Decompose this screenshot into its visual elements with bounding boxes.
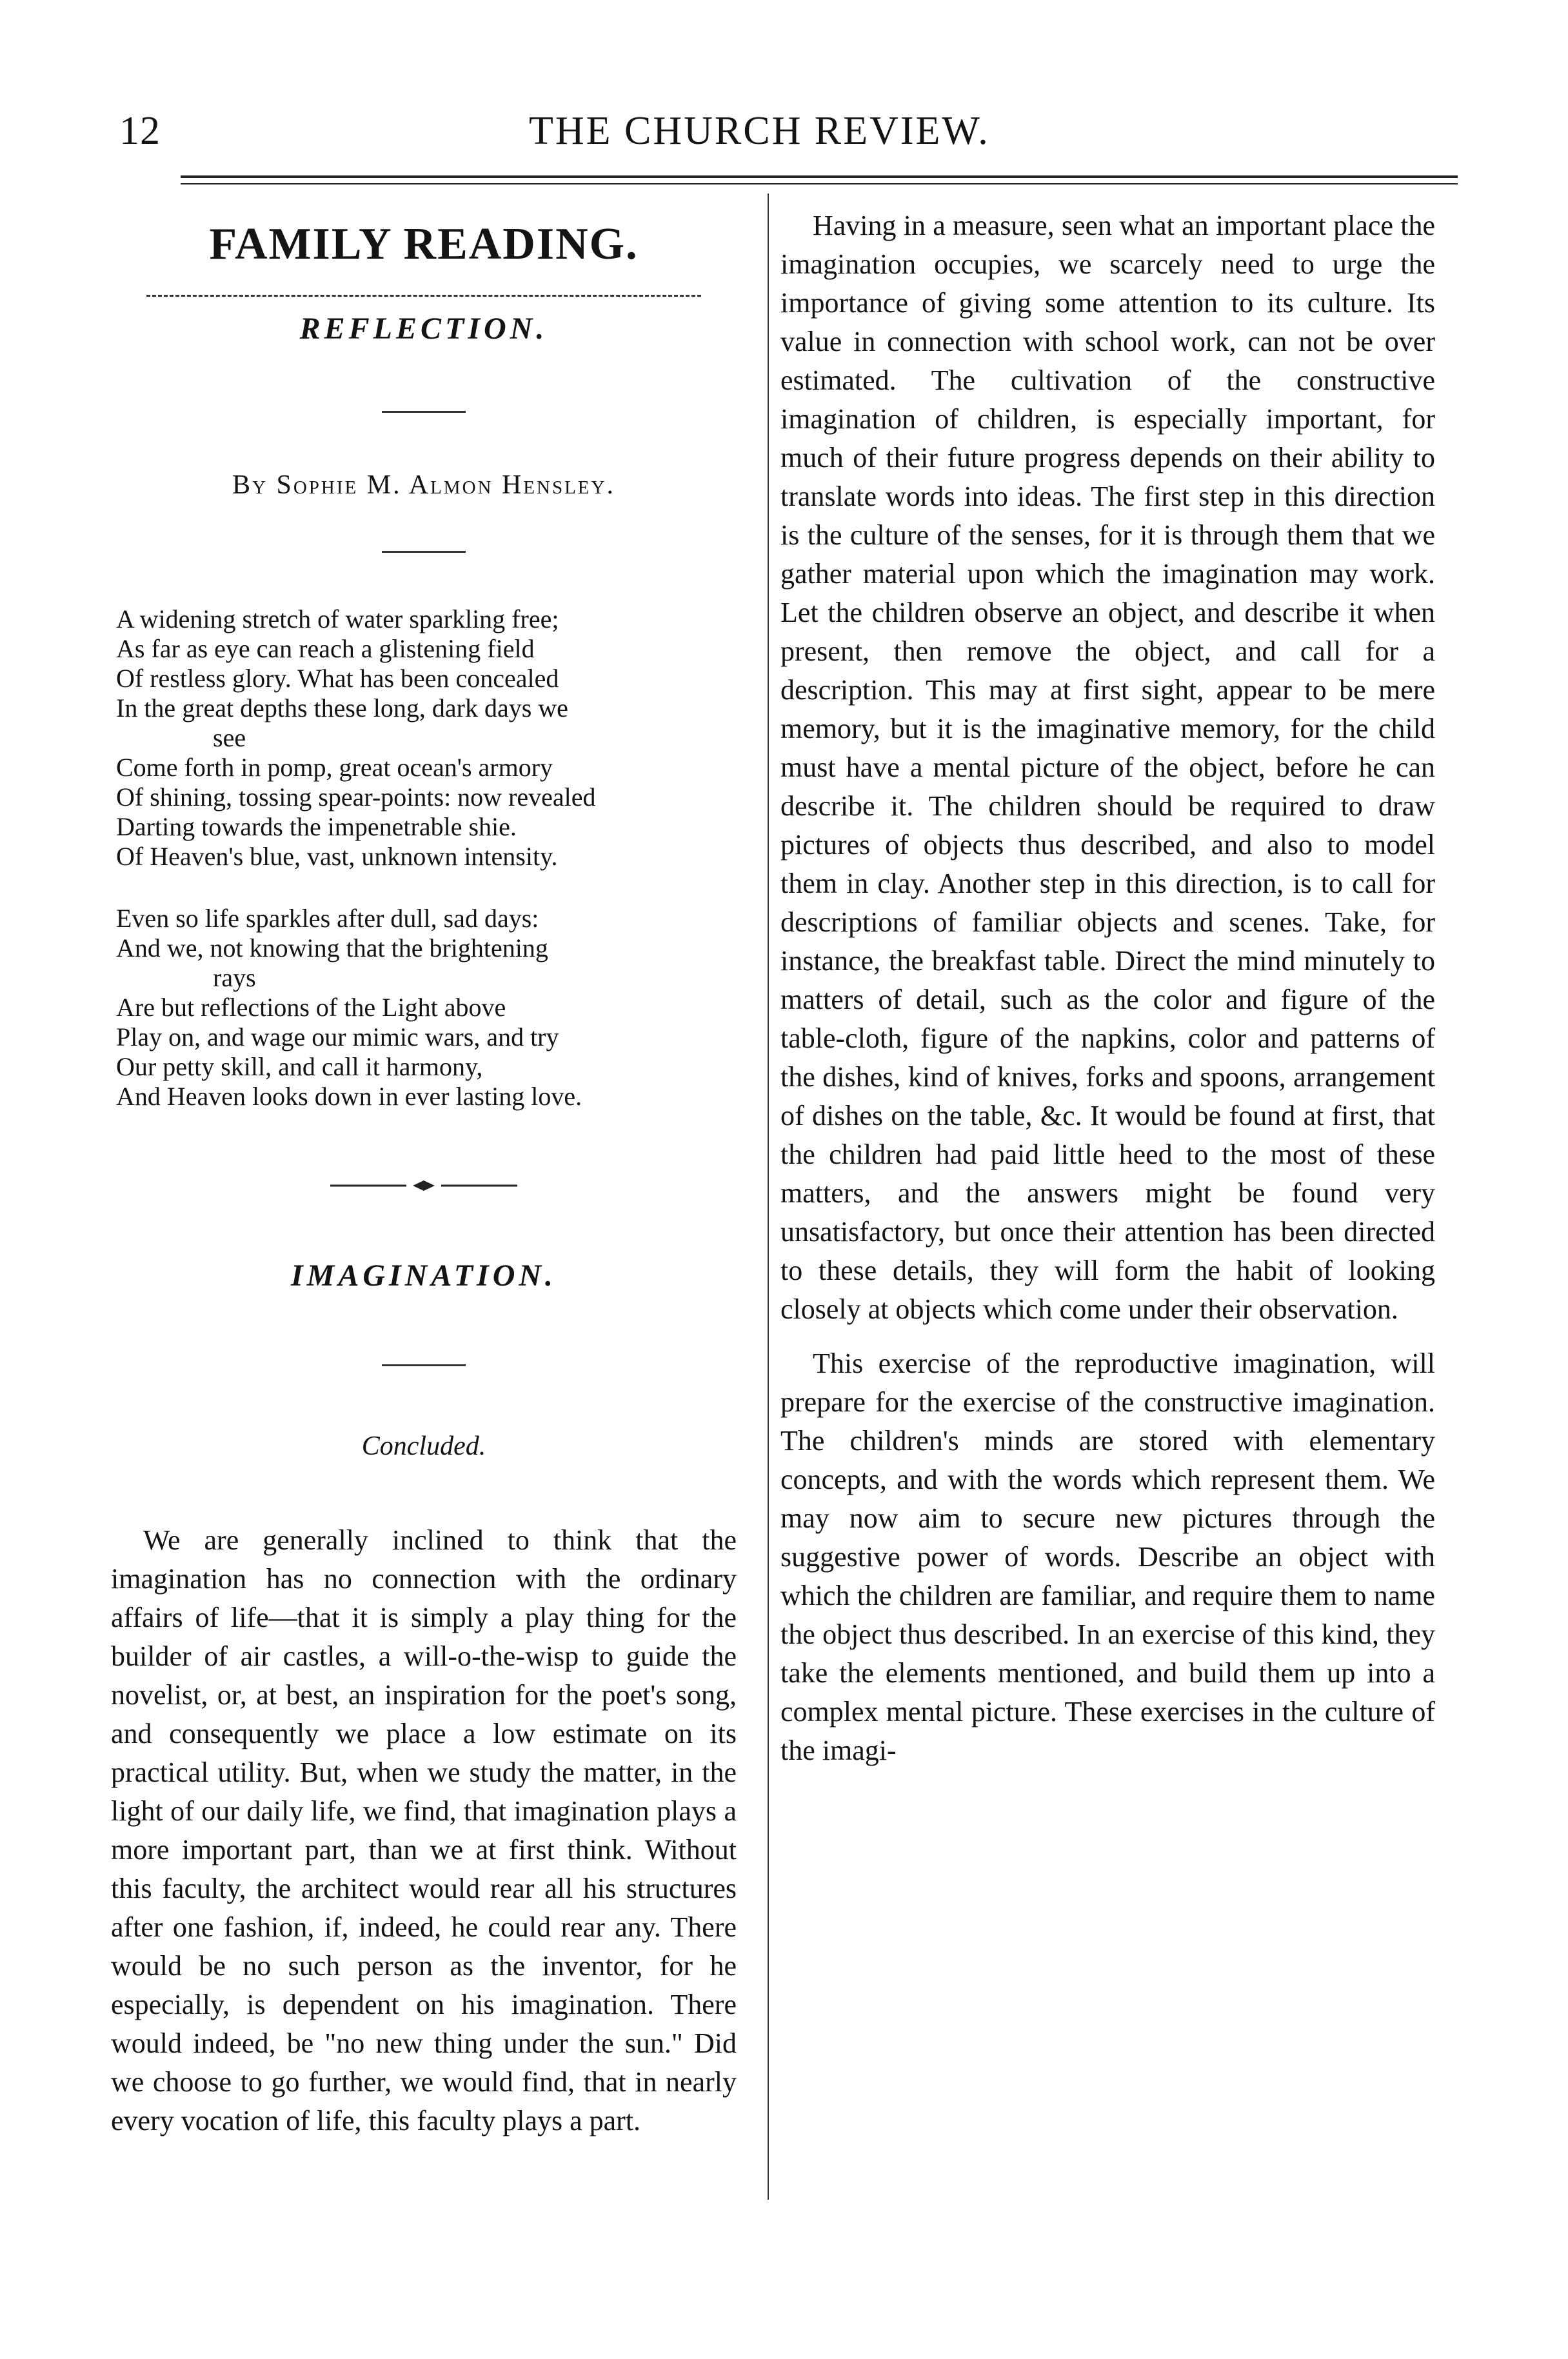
page-number: 12 [119, 109, 161, 153]
poem-line: see [213, 723, 246, 752]
poem-stanza-2 [111, 904, 737, 1111]
poem-byline: By Sophie M. Almon Hensley. [232, 470, 615, 500]
poem-line: A widening stretch of water sparkling free; [116, 604, 559, 633]
essay-paragraph-text: Having in a measure, seen what an important place the imagination occupies, we scarcely need to urge the importance of giving some attention to its culture. Its value in connection with school work, can not be over estimated. The cultivation of the constructive imagination of children, is especially important, for much of their future progress depends on their ability to translate words into ideas. The first step in this direction is the culture of the senses, for it is through them that we gather material upon which the imagination may work. Let the children observe an object, and describe it when present, then remove the object, and call for a description. This may at first sight, appear to be mere memory, but it is the imaginative memory, for the child must have a mental picture of the object, before he can describe it. The children should be required to draw pictures of objects thus described, and also to model them in clay. Another step in this direction, is to call for descriptions of familiar objects and scenes. Take, for instance, the breakfast table. Direct the mind minutely to matters of detail, such as the color and figure of the table-cloth, figure of the napkins, color and patterns of the dishes, kind of knives, forks and spoons, arrangement of dishes on the table, &c. It would be found at first, that the children had paid little heed to the most of these matters, and the answers might be found very unsatisfactory, but once their attention has been directed to these details, they will form the habit of looking closely at objects which come under their observation. [780, 210, 1435, 1325]
poem-title: REFLECTION. [299, 312, 548, 346]
poem-line: rays [213, 963, 256, 992]
running-head: THE CHURCH REVIEW. [529, 109, 990, 153]
essay-title: IMAGINATION. [290, 1259, 557, 1293]
essay-subtitle: Concluded. [361, 1431, 486, 1461]
essay-paragraph-text: This exercise of the reproductive imagination, will prepare for the exercise of the constructive imagination. The children's minds are stored with elementary concepts, and with the words which represent them. We may now aim to secure new pictures through the suggestive power of words. Describe an object with which the children are familiar, and require them to name the object thus described. In an exercise of this kind, they take the elements mentioned, and build them up into a complex mental picture. These exercises in the culture of the imagi- [780, 1348, 1435, 1766]
header-rule-1 [181, 175, 1458, 178]
poem-line: In the great depths these long, dark days we [116, 693, 568, 722]
left-column [111, 206, 737, 2140]
essay-paragraph [780, 206, 1435, 1329]
section-title: FAMILY READING. [209, 219, 639, 269]
poem-line: Of shining, tossing spear-points: now revealed [116, 782, 596, 811]
essay-title-rule [382, 1364, 466, 1366]
essay-paragraph-text: We are generally inclined to think that the imagination has no connection with the ordinary affairs of life—that it is simply a play thing for the builder of air castles, a will-o-the-wisp to guide the novelist, or, at best, an inspiration for the poet's song, and consequently we place a low estimate on its practical utility. But, when we study the matter, in the light of our daily life, we find, that imagination plays a more important part, than we at first think. Without this faculty, the architect would rear all his structures after one fashion, if, indeed, he could rear any. There would be no such person as the inventor, for he especially, is dependent on his imagination. There would indeed, be "no new thing under the sun." Did we choose to go further, we would find, that in nearly every vocation of life, this faculty plays a part. [111, 1524, 737, 2136]
byline-rule [382, 551, 466, 553]
poem-line: Come forth in pomp, great ocean's armory [116, 753, 553, 782]
section-ornament [330, 1170, 517, 1200]
poem-line: As far as eye can reach a glistening field [116, 634, 535, 663]
poem-line: Of Heaven's blue, vast, unknown intensity. [116, 842, 558, 871]
poem-line: Darting towards the impenetrable shie. [116, 812, 517, 841]
poem-line: Of restless glory. What has been concealed [116, 664, 559, 693]
poem-title-rule [382, 411, 466, 413]
poem-line: Even so life sparkles after dull, sad days: [116, 904, 539, 933]
essay-paragraph [111, 1521, 737, 2140]
poem-line: Our petty skill, and call it harmony, [116, 1052, 483, 1081]
column-divider [768, 194, 769, 2200]
poem-line: And we, not knowing that the brightening [116, 933, 548, 962]
poem-line: Play on, and wage our mimic wars, and try [116, 1022, 559, 1051]
section-dash-rule [146, 295, 701, 297]
poem-line: Are but reflections of the Light above [116, 993, 506, 1022]
ornament-divider-icon [330, 1178, 517, 1193]
header-rule-2 [181, 183, 1458, 184]
poem-line: And Heaven looks down in ever lasting love. [116, 1082, 582, 1111]
right-column [780, 206, 1435, 1770]
poem-stanza-1 [111, 604, 737, 871]
essay-paragraph [780, 1344, 1435, 1770]
